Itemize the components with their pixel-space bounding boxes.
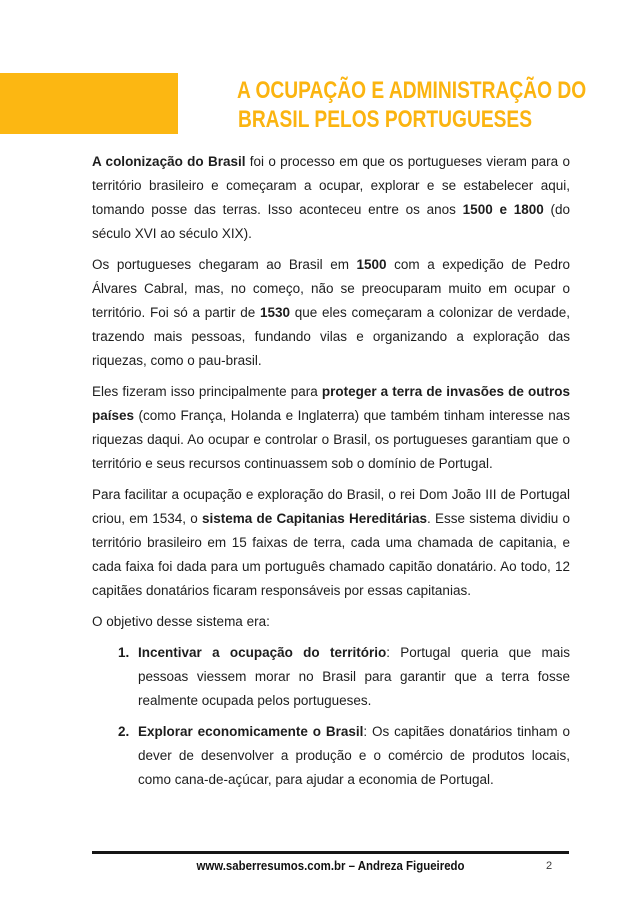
page-title xyxy=(237,76,587,134)
list-item xyxy=(92,720,570,792)
paragraph-colonizacao: A colonização do Brasil foi o processo em que os portugueses vieram para o território brasileiro e começaram a ocupar, explorar e se estabelecer aqui, tomando posse das terras. Isso aconteceu entre os anos 1500 e 1800 (do século XVI ao século XIX). xyxy=(92,154,571,241)
document-body xyxy=(92,150,570,799)
list-item-number: 2. xyxy=(118,724,130,739)
footer-divider xyxy=(92,851,569,854)
page-title-line-2: BRASIL PELOS PORTUGUESES xyxy=(237,106,533,133)
list-item-text: Incentivar a ocupação do território: Portugal queria que mais pessoas viessem morar no Brasil para garantir que a terra fosse realmente ocupada pelos portugueses. xyxy=(138,645,570,708)
paragraph-objetivo-intro: O objetivo desse sistema era: xyxy=(92,614,270,629)
accent-bar xyxy=(0,73,178,134)
objectives-list xyxy=(92,641,570,792)
list-item-text: Explorar economicamente o Brasil: Os capitães donatários tinham o dever de desenvolver a produção e o comércio de produtos locais, como cana-de-açúcar, para ajudar a economia de Portugal. xyxy=(138,724,571,787)
paragraph-protecao: Eles fizeram isso principalmente para proteger a terra de invasões de outros países (como França, Holanda e Inglaterra) que também tinham interesse nas riquezas daqui. Ao ocupar e controlar o Brasil, os portugueses garantiam que o território e seus recursos continuassem sob o domínio de Portugal. xyxy=(92,384,570,471)
paragraph-capitanias: Para facilitar a ocupação e exploração do Brasil, o rei Dom João III de Portugal criou, em 1534, o sistema de Capitanias Hereditárias. Esse sistema dividiu o território brasileiro em 15 faixas de terra, cada uma chamada de capitania, e cada faixa foi dada para um português chamado capitão donatário. Ao todo, 12 capitães donatários ficaram responsáveis por essas capitanias. xyxy=(92,487,571,598)
page-title-line-1: A OCUPAÇÃO E ADMINISTRAÇÃO DO xyxy=(237,77,587,104)
page-number: 2 xyxy=(546,860,553,872)
paragraph-chegada: Os portugueses chegaram ao Brasil em 1500 com a expedição de Pedro Álvares Cabral, mas, no começo, não se preocuparam muito em ocupar o território. Foi só a partir de 1530 que eles começaram a colonizar de verdade, trazendo mais pessoas, fundando vilas e organizando a exploração das riquezas, como o pau-brasil. xyxy=(92,257,570,368)
footer-credit: www.saberresumos.com.br – Andreza Figueiredo xyxy=(196,858,465,873)
list-item xyxy=(92,641,570,713)
list-item-number: 1. xyxy=(118,645,130,660)
